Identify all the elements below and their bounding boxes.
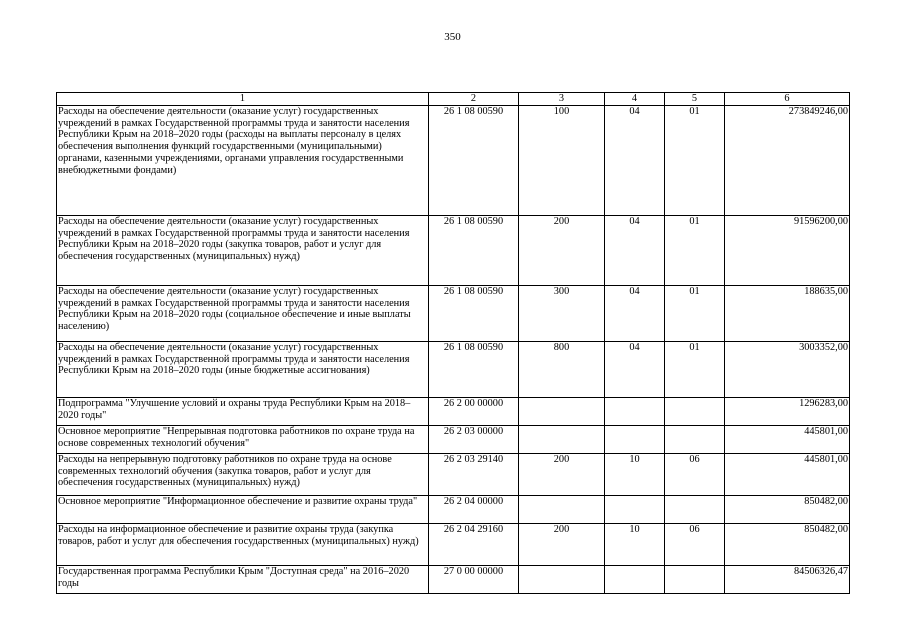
row-pr (665, 566, 725, 594)
row-name: Расходы на непрерывную подготовку работников по охране труда на основе современных технологий обучения (закупка товаров, работ и услуг для обеспечения государственных (муниципальных) нужд) (57, 454, 429, 496)
table-row (57, 216, 850, 286)
row-amount: 850482,00 (725, 496, 850, 524)
row-amount: 850482,00 (725, 524, 850, 566)
row-vr (519, 398, 605, 426)
row-name: Расходы на обеспечение деятельности (оказание услуг) государственных учреждений в рамках Государственной программы труда и занятости населения Республики Крым на 2018–2020 годы (социальное обеспечение и иные выплаты населению) (57, 286, 429, 342)
row-code: 26 2 03 29140 (429, 454, 519, 496)
table-row (57, 106, 850, 216)
row-code: 27 0 00 00000 (429, 566, 519, 594)
page-number: 350 (444, 31, 461, 43)
row-rz: 04 (605, 342, 665, 398)
row-amount: 91596200,00 (725, 216, 850, 286)
row-pr: 01 (665, 286, 725, 342)
row-code: 26 2 03 00000 (429, 426, 519, 454)
table-row (57, 496, 850, 524)
table-row (57, 524, 850, 566)
row-vr (519, 496, 605, 524)
row-amount: 273849246,00 (725, 106, 850, 216)
table-header-row (57, 93, 850, 106)
table-row (57, 286, 850, 342)
row-vr (519, 566, 605, 594)
table-row (57, 342, 850, 398)
row-vr: 300 (519, 286, 605, 342)
row-vr: 200 (519, 454, 605, 496)
column-header: 1 (57, 93, 429, 106)
table-row (57, 566, 850, 594)
table-row (57, 426, 850, 454)
column-header: 6 (725, 93, 850, 106)
budget-table (56, 92, 850, 594)
table-body (57, 106, 850, 594)
row-rz: 04 (605, 106, 665, 216)
row-vr: 200 (519, 524, 605, 566)
row-vr: 200 (519, 216, 605, 286)
row-code: 26 2 04 29160 (429, 524, 519, 566)
row-code: 26 2 00 00000 (429, 398, 519, 426)
row-rz: 04 (605, 286, 665, 342)
row-rz (605, 398, 665, 426)
row-vr: 800 (519, 342, 605, 398)
row-pr (665, 426, 725, 454)
row-amount: 445801,00 (725, 454, 850, 496)
row-pr (665, 398, 725, 426)
row-vr: 100 (519, 106, 605, 216)
table-row (57, 398, 850, 426)
row-code: 26 2 04 00000 (429, 496, 519, 524)
row-rz (605, 426, 665, 454)
row-name: Расходы на информационное обеспечение и развитие охраны труда (закупка товаров, работ и услуг для обеспечения государственных (муниципальных) нужд) (57, 524, 429, 566)
row-vr (519, 426, 605, 454)
column-header: 5 (665, 93, 725, 106)
row-pr: 01 (665, 342, 725, 398)
row-rz (605, 566, 665, 594)
row-pr: 01 (665, 106, 725, 216)
row-amount: 84506326,47 (725, 566, 850, 594)
row-name: Основное мероприятие "Информационное обеспечение и развитие охраны труда" (57, 496, 429, 524)
row-name: Подпрограмма "Улучшение условий и охраны труда Республики Крым на 2018–2020 годы" (57, 398, 429, 426)
row-code: 26 1 08 00590 (429, 216, 519, 286)
row-rz (605, 496, 665, 524)
row-amount: 188635,00 (725, 286, 850, 342)
row-name: Расходы на обеспечение деятельности (оказание услуг) государственных учреждений в рамках Государственной программы труда и занятости населения Республики Крым на 2018–2020 годы (иные бюджетные ассигнования) (57, 342, 429, 398)
row-amount: 445801,00 (725, 426, 850, 454)
row-name: Основное мероприятие "Непрерывная подготовка работников по охране труда на основе современных технологий обучения" (57, 426, 429, 454)
row-code: 26 1 08 00590 (429, 286, 519, 342)
table-row (57, 454, 850, 496)
row-name: Расходы на обеспечение деятельности (оказание услуг) государственных учреждений в рамках Государственной программы труда и занятости населения Республики Крым на 2018–2020 годы (закупка товаров, работ и услуг для обеспечения государственных (муниципальных) нужд) (57, 216, 429, 286)
row-name: Государственная программа Республики Крым "Доступная среда" на 2016–2020 годы (57, 566, 429, 594)
column-header: 2 (429, 93, 519, 106)
row-code: 26 1 08 00590 (429, 342, 519, 398)
row-code: 26 1 08 00590 (429, 106, 519, 216)
column-header: 4 (605, 93, 665, 106)
row-amount: 3003352,00 (725, 342, 850, 398)
column-header: 3 (519, 93, 605, 106)
row-pr (665, 496, 725, 524)
row-rz: 10 (605, 454, 665, 496)
row-rz: 04 (605, 216, 665, 286)
row-pr: 06 (665, 524, 725, 566)
row-pr: 06 (665, 454, 725, 496)
row-rz: 10 (605, 524, 665, 566)
row-pr: 01 (665, 216, 725, 286)
row-name: Расходы на обеспечение деятельности (оказание услуг) государственных учреждений в рамках Государственной программы труда и занятости населения Республики Крым на 2018–2020 годы (расходы на выплаты персоналу в целях обеспечения выполнения функций государственными (муниципальными) органами, казенными учреждениями, органами управления государственными внебюджетными фондами) (57, 106, 429, 216)
row-amount: 1296283,00 (725, 398, 850, 426)
